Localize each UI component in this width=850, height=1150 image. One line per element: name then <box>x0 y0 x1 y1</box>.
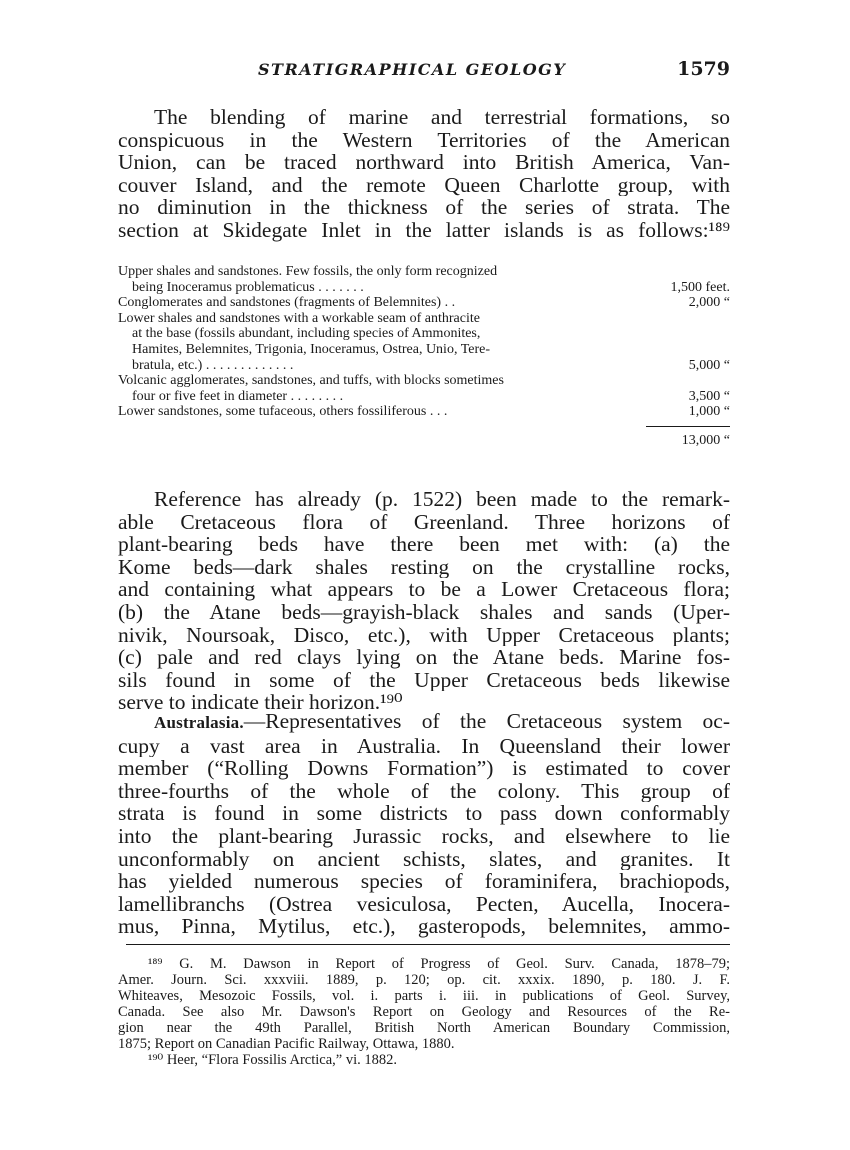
section-row <box>118 389 730 405</box>
running-title: STRATIGRAPHICAL GEOLOGY <box>258 60 567 79</box>
text-line: member (“Rolling Downs Formation”) is estimated to cover <box>118 757 730 780</box>
text-line: The blending of marine and terrestrial formations, so <box>154 106 730 129</box>
footnotes <box>118 956 730 1068</box>
section-heading: Australasia. <box>154 713 244 732</box>
section-total: 13,000 “ <box>681 432 730 448</box>
text-line: conspicuous in the Western Territories of the American <box>118 128 730 152</box>
text-line: Union, can be traced northward into British America, Van- <box>118 151 730 174</box>
text-line <box>118 710 730 735</box>
section-description: Conglomerates and sandstones (fragments of Belemnites) . . <box>118 295 456 311</box>
section-row <box>118 326 730 342</box>
section-description: Lower shales and sandstones with a workable seam of anthracite <box>118 310 480 326</box>
total-rule <box>646 426 730 427</box>
section-thickness <box>640 342 730 358</box>
footnote-line: ¹⁸⁹ G. M. Dawson in Report of Progress of Geol. Surv. Canada, 1878–79; <box>148 956 730 972</box>
section-description: Upper shales and sandstones. Few fossils, the only form recognized <box>118 264 498 279</box>
text-line: couver Island, and the remote Queen Charlotte group, with <box>118 173 730 197</box>
text-line: three-fourths of the whole of the colony. This group of <box>118 779 730 803</box>
footnote-line: ¹⁹⁰ Heer, “Flora Fossilis Arctica,” vi. 1882. <box>148 1052 398 1068</box>
text-line: able Cretaceous flora of Greenland. Three horizons of <box>118 510 730 534</box>
text-line: strata is found in some districts to pass down conformably <box>118 802 730 825</box>
section-row <box>118 404 730 420</box>
text-line: lamellibranchs (Ostrea vesiculosa, Pecten, Aucella, Inocera- <box>118 892 730 916</box>
footnote-line: Whiteaves, Mesozoic Fossils, vol. i. parts i. iii. in publications of Geol. Survey, <box>118 988 730 1004</box>
section-thickness: 5,000 “ <box>688 357 730 373</box>
text-line: plant-bearing beds have there been met with: (a) the <box>118 533 730 556</box>
section-description: four or five feet in diameter . . . . . . . . <box>132 388 344 404</box>
text-line: unconformably on ancient schists, slates, and granites. It <box>118 847 730 871</box>
page-number: 1579 <box>677 58 730 80</box>
text-line: mus, Pinna, Mytilus, etc.), gasteropods, belemnites, ammo- <box>118 915 730 938</box>
section-description: at the base (fossils abundant, including species of Ammonites, <box>132 326 481 342</box>
text-line: Kome beds—dark shales resting on the crystalline rocks, <box>118 555 730 579</box>
text-fragment: —Representatives of the Cretaceous system oc- <box>243 710 730 733</box>
text-line: section at Skidegate Inlet in the latter islands is as follows:¹⁸⁹ <box>118 218 730 242</box>
section-description: bratula, etc.) . . . . . . . . . . . . . <box>132 357 294 373</box>
paragraph-australasia <box>118 710 730 938</box>
text-line: Reference has already (p. 1522) been made to the remark- <box>154 488 730 511</box>
paragraph-greenland <box>118 488 730 714</box>
text-line: has yielded numerous species of foraminifera, brachiopods, <box>118 870 730 893</box>
paragraph-intro <box>118 106 730 242</box>
footnote-line: gion near the 49th Parallel, British North American Boundary Commission, <box>118 1020 730 1036</box>
section-row <box>118 280 730 296</box>
stratigraphic-section-table <box>118 264 730 449</box>
text-line: serve to indicate their horizon.¹⁹⁰ <box>118 691 403 714</box>
section-row <box>118 311 730 327</box>
footnote-line: 1875; Report on Canadian Pacific Railway, Ottawa, 1880. <box>118 1036 455 1052</box>
text-line: cupy a vast area in Australia. In Queensland their lower <box>118 734 730 758</box>
section-thickness <box>640 326 730 342</box>
section-thickness: 1,000 “ <box>688 404 730 420</box>
footnote-line: Canada. See also Mr. Dawson's Report on Geology and Resources of the Re- <box>118 1004 730 1020</box>
text-line: (c) pale and red clays lying on the Atane beds. Marine fos- <box>118 646 730 669</box>
section-thickness: 2,000 “ <box>688 295 730 311</box>
text-line: nivik, Noursoak, Disco, etc.), with Upper Cretaceous plants; <box>118 623 730 647</box>
section-description: being Inoceramus problematicus . . . . . . . <box>132 279 364 295</box>
text-line: (b) the Atane beds—grayish-black shales and sands (Uper- <box>118 600 730 624</box>
section-description: Volcanic agglomerates, sandstones, and tuffs, with blocks sometimes <box>118 373 504 389</box>
text-line: no diminution in the thickness of the series of strata. The <box>118 196 730 219</box>
section-description: Lower sandstones, some tufaceous, others fossiliferous . . . <box>118 404 448 420</box>
running-head <box>118 60 730 86</box>
section-row <box>118 373 730 389</box>
section-thickness <box>640 264 730 280</box>
footnote-line: Amer. Journ. Sci. xxxviii. 1889, p. 120; op. cit. xxxix. 1890, p. 180. J. F. <box>118 972 730 988</box>
footnote-rule <box>126 944 730 945</box>
section-row <box>118 264 730 280</box>
section-row <box>118 342 730 358</box>
section-thickness: 1,500 feet. <box>670 279 730 295</box>
text-line: and containing what appears to be a Lower Cretaceous flora; <box>118 578 730 601</box>
section-thickness: 3,500 “ <box>688 388 730 404</box>
text-line: sils found in some of the Upper Cretaceous beds likewise <box>118 668 730 692</box>
section-row <box>118 295 730 311</box>
section-thickness <box>640 373 730 389</box>
text-line: into the plant-bearing Jurassic rocks, and elsewhere to lie <box>118 824 730 848</box>
section-row <box>118 358 730 374</box>
section-thickness <box>640 311 730 327</box>
section-description: Hamites, Belemnites, Trigonia, Inoceramus, Ostrea, Unio, Tere- <box>132 341 491 357</box>
